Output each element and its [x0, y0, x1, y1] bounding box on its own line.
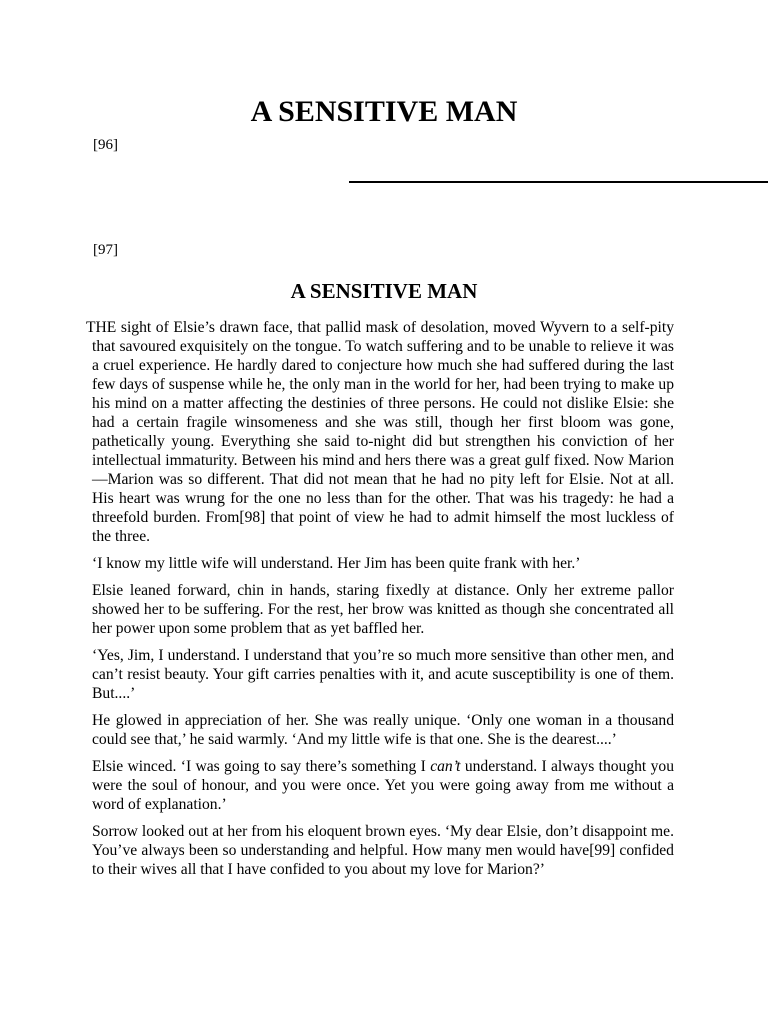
chapter-title: A SENSITIVE MAN	[290, 279, 478, 303]
paragraph	[86, 318, 674, 546]
paragraph-text: Sorrow looked out at her from his eloquent brown eyes. ‘My dear Elsie, don’t disappoint me. You’ve always been so understanding and helpful. How many men would have	[92, 823, 674, 859]
page-number-marker: [96]	[93, 137, 118, 153]
paragraph-text: confided to their wives all that I have confided to you about my love for Marion?’	[92, 842, 674, 878]
paragraph-text: understand. I always thought you were the soul of honour, and you were once. Yet you were going away from me without a word of explanation.’	[92, 758, 674, 813]
paragraph: Elsie leaned forward, chin in hands, staring fixedly at distance. Only her extreme pallor showed her to be suffering. For the rest, her brow was knitted as though she concentrated all her power upon some problem that as yet baffled her.	[92, 582, 674, 637]
page-title: A SENSITIVE MAN	[250, 95, 518, 128]
paragraph: He glowed in appreciation of her. She was really unique. ‘Only one woman in a thousand could see that,’ he said warmly. ‘And my little wife is that one. She is the dearest....’	[92, 712, 674, 748]
paragraph-text: that point of view he had to admit himself the most luckless of the three.	[92, 509, 674, 545]
paragraph-text: Elsie winced. ‘I was going to say there’s something I	[92, 758, 431, 775]
paragraph-text: THE sight of Elsie’s drawn face, that pallid mask of desolation, moved Wyvern to a self-pity that savoured exquisitely on the tongue. To watch suffering and to be unable to relieve it was a cruel experience. He hardly dared to conjecture how much she had suffered during the last few days of suspense while he, the only man in the world for her, had been trying to make up his mind on a matter affecting the destinies of three persons. He could not dislike Elsie: she had a certain fragile winsomeness and she was still, though her first bloom was gone, pathetically young. Everything she said to-night did but strengthen his conviction of her intellectual immaturity. Between his mind and hers there was a great gulf fixed. Now Marion—Marion was so different. That did not mean that he had no pity left for Elsie. Not at all. His heart was wrung for the one no less than for the other. That was his tragedy: he had a threefold burden. From	[86, 319, 674, 526]
page-number-marker: [97]	[93, 242, 118, 258]
body-text	[86, 318, 674, 887]
horizontal-rule	[349, 181, 768, 183]
paragraph: ‘I know my little wife will understand. Her Jim has been quite frank with her.’	[92, 555, 581, 572]
emphasized-text: can’t	[430, 758, 461, 775]
paragraph	[92, 757, 674, 814]
paragraph: ‘Yes, Jim, I understand. I understand that you’re so much more sensitive than other men, and can’t resist beauty. Your gift carries penalties with it, and acute susceptibility is one of them. But....’	[92, 647, 674, 702]
page-number-marker: [98]	[239, 509, 266, 526]
paragraph	[92, 822, 674, 879]
page-number-marker: [99]	[589, 842, 616, 859]
